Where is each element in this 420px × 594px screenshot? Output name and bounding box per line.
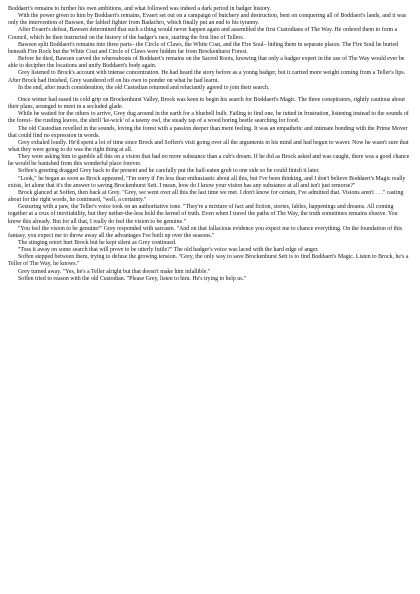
paragraph-5: Before he died, Bawsen carved the whereabouts of Boddaert's remains on the Sacred Roots, knowing that only a badger expert in the use of The Way would ever be able to decipher the locations and unify Boddaert's body again. [8,56,405,70]
paragraph-1: Boddaert's remains to further his own ambitions, and what followed was indeed a dark period in badger history. [8,6,271,12]
section-separator: * [208,90,212,97]
paragraph-4: Bawsen split Boddaert's remains into three parts– the Circle of Claws, the White Coat, and the Fire Soul– hiding them in separate places. The Fire Soul he buried beneath Fire Rock but the White Coat and Circle of Claws were hidden far from Brockenhurst Forest. [8,41,399,55]
paragraph-18: The stinging retort hurt Brock but he kept silent as Grey continued. [18,240,177,246]
paragraph-10: The old Custodian revelled in the sounds, loving the forest with a passion deeper than mere feeling. It was an empathetic and intimate bonding with the Prime Mover that could find no expression in words. [8,125,408,139]
paragraph-15: Brock glanced at Soffen, then back at Grey. "Grey, we went over all this the last time we met. I don't know for certain, I've admitted that. Visions aren't . . ." casting about for the right words, he continued, "well, a certainty." [8,189,404,204]
paragraph-21: Grey turned away. "Yes, he's a Teller alright but that doesn't make him infallible." [18,268,211,275]
paragraph-14: "Look," he began as soon as Brock appeared, "I'm sorry if I'm less than enthusiastic about all this, but I've been thinking, and I don't believe Boddaert's Magic really exists, let alone that it's the answer to saving Brockenhurst Sett. I mean, how do I know your vision has any substance at all and isn't just remorse?" [8,175,406,189]
paragraph-12: They were asking him to gamble all this on a vision that had no more substance than a cub's dream. If he did as Brock asked and was caught, there was a good chance he would be banished from this wonderful place forever. [8,154,410,168]
paragraph-2: With the power given to him by Boddaert's remains, Evaert set out on a campaign of butchery and destruction, bent on conquering all of Boddaert's lands, and it was only the intervention of Bawsen, the fabled fighter from Badachro, which finally put an end to his tyranny. [8,13,407,27]
paragraph-16: Gesturing with a paw, the Teller's voice took on an authoritative tone. "They're a mixture of fact and fiction, stories, fables, happenings and dreams. All coming together at a crux of inevitability, but they nether-the-less hold the kernel of truth. Even when I travel the paths of The Way, the truth sometimes remains elusive. You know this already. But for all that, I really do feel the vision to be genuine." [8,204,398,225]
paragraph-6: Grey listened to Brock's account with intense concentration. He had heard the story before as a young badger, but it carried more weight coming from a Teller's lips. After Brock had finished, Grey wandered off on his own to ponder on what he had learnt. [8,70,406,84]
paragraph-13: Soffen's greeting dragged Grey back to the present and he carefully put the half-eaten grub to one side so he could finish it later. [18,168,320,175]
paragraph-17: "You feel the vision to be genuine!" Grey responded with sarcasm. "And on that fallacious evidence you expect me to chance everything. On the foundation of this fantasy, you expect me to throw away all the advantages I've built up over the seasons." [8,225,403,239]
paragraph-11: Grey exhaled loudly. He'd spent a lot of time since Brock and Soffen's visit going over all the arguments in his mind and had begun to waver. Now he wasn't sure that what they were going to do was the right thing at all. [8,139,409,153]
paragraph-3: After Evaert's defeat, Bawsen determined that such a thing would never happen again and assembled the first Custodians of The Way. He ordered them to form a Council, which he then instructed on the history of the badger's race, starting the first line of Tellers. [8,27,398,41]
paragraph-9: While he waited for the others to arrive, Grey dug around in the earth for a bluebell bulb. Failing to find one, he tutted in frustration, listening instead to the sounds of the forest– the rustling leaves, the shrill 'ke-wick' of a tawny owl, the steady tap of a wood boring beetle searching for food. [8,111,409,125]
paragraph-22: Soffen tried to reason with the old Custodian. "Please Grey, listen to him. He's trying to help us." [18,275,247,282]
paragraph-19: "Toss it away on some search that will prove to be utterly futile?" The old badger's voice was laced with the hard edge of anger. [18,247,319,254]
paragraph-7: In the end, after much consideration, the old Custodian returned and reluctantly agreed to join their search. [18,84,270,91]
paragraph-20: Soffen stepped between them, trying to defuse the growing tension. "Grey, the only way to save Brockenhurst Sett is to find Boddaert's Magic. Listen to Brock, he's a Teller of The Way, he knows." [8,254,409,268]
paragraph-8: Once winter had eased its cold grip on Brockenhurst Valley, Brock was keen to begin his search for Boddaert's Magic. The three conspirators, rightly cautious about their plans, arranged to meet in a secluded glade. [8,96,405,111]
